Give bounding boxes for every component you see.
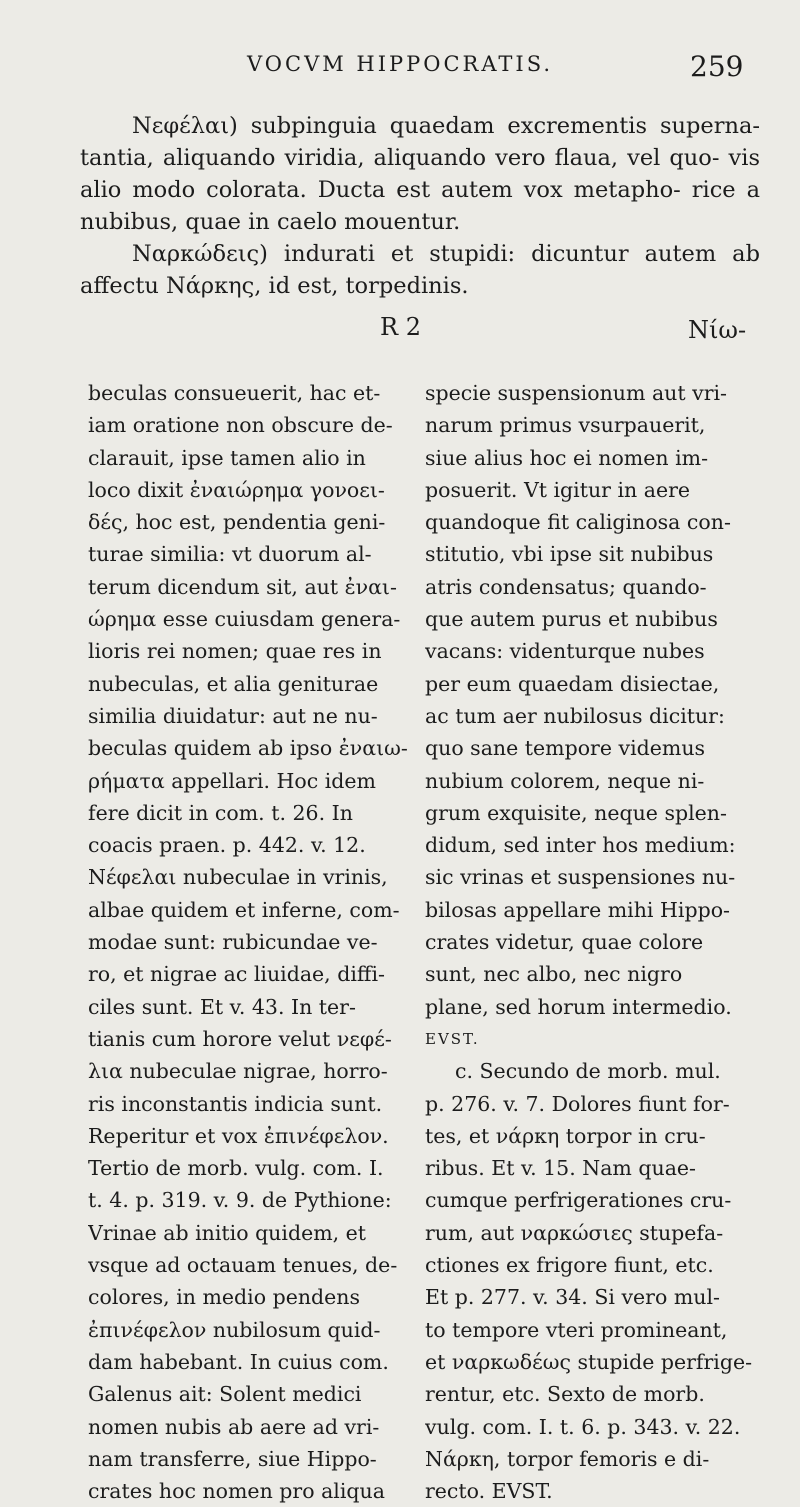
entry-narkodeis: Ναρκώδεις) indurati et stupidi: dicuntur autem ab affectu Νάρκης, id est, torpedinis. — [80, 241, 760, 299]
signature-mark: R 2 — [380, 313, 421, 341]
text-line: ciles sunt. Et v. 43. In ter- — [88, 994, 356, 1019]
text-line: lioris rei nomen; quae res in — [88, 639, 382, 664]
text-line: albae quidem et inferne, com- — [88, 897, 400, 922]
text-line: Reperitur et vox ἐπινέφελον. — [88, 1123, 389, 1148]
text-line: rum, aut ναρκώσιες stupefa- — [425, 1220, 724, 1245]
text-line: fere dicit in com. t. 26. In — [88, 800, 353, 825]
text-line: ρήματα appellari. Hoc idem — [88, 768, 376, 793]
text-line: vacans: videnturque nubes — [425, 639, 705, 664]
text-line: clarauit, ipse tamen alio in — [88, 445, 366, 470]
text-line: turae similia: vt duorum al- — [88, 542, 372, 567]
page-number: 259 — [690, 50, 744, 83]
text-line: didum, sed inter hos medium: — [425, 833, 736, 858]
text-line: plane, sed horum intermedio. — [425, 994, 732, 1019]
text-line: cumque perfrigerationes cru- — [425, 1188, 732, 1213]
text-line: to tempore vteri promineant, — [425, 1317, 728, 1342]
text-line: ώρημα esse cuiusdam genera- — [88, 607, 401, 632]
text-line: iam oratione non obscure de- — [88, 413, 393, 438]
text-line: quandoque fit caliginosa con- — [425, 510, 731, 535]
text-line: atris condensatus; quando- — [425, 574, 707, 599]
text-line: crates videtur, quae colore — [425, 930, 704, 955]
catchword: Νίω- — [688, 316, 747, 344]
text-line: siue alius hoc ei nomen im- — [425, 445, 709, 470]
upper-entries — [80, 110, 760, 302]
text-line: ac tum aer nubilosus dicitur: — [425, 703, 725, 728]
running-head: VOCVM HIPPOCRATIS. — [246, 52, 554, 76]
text-line: recto. EVST. — [425, 1479, 553, 1504]
text-line: ἐπινέφελον nubilosum quid- — [88, 1317, 381, 1342]
text-line: t. 4. p. 319. v. 9. de Pythione: — [88, 1188, 392, 1213]
entry-nephelai: Νεφέλαι) subpinguia quaedam excrementis superna- tantia, aliquando viridia, aliquando vero flaua, vel quo- vis alio modo colorata. Ducta est autem vox metapho- rice a nubibus, quae in caelo mouentur. — [80, 113, 760, 235]
text-line: specie suspensionum aut vri- — [425, 381, 727, 405]
text-line: posuerit. Vt igitur in aere — [425, 477, 691, 502]
text-line: Νέφελαι nubeculae in vrinis, — [88, 865, 388, 890]
text-line: δές, hoc est, pendentia geni- — [88, 510, 386, 535]
text-line: grum exquisite, neque splen- — [425, 800, 727, 825]
text-line: nam transferre, siue Hippo- — [88, 1446, 377, 1471]
text-line: narum primus vsurpauerit, — [425, 413, 706, 438]
text-line: ris inconstantis indicia sunt. — [88, 1091, 383, 1116]
text-line: Tertio de morb. vulg. com. I. — [88, 1156, 384, 1181]
author-mark: EVST. — [425, 1029, 480, 1048]
text-line: nubeculas, et alia geniturae — [88, 671, 379, 696]
text-line: nubium colorem, neque ni- — [425, 768, 705, 793]
text-line: terum dicendum sit, aut ἐναι- — [88, 574, 397, 599]
text-line: tes, et νάρκη torpor in cru- — [425, 1123, 706, 1148]
text-line: et ναρκωδέως stupide perfrige- — [425, 1349, 753, 1374]
text-line: stitutio, vbi ipse sit nubibus — [425, 542, 714, 567]
text-line: p. 276. v. 7. Dolores fiunt for- — [425, 1091, 730, 1116]
text-line: c. Secundo de morb. mul. — [455, 1059, 721, 1084]
text-line: sic vrinas et suspensiones nu- — [425, 865, 736, 890]
right-column — [425, 377, 765, 1507]
text-line: ribus. Et v. 15. Nam quae- — [425, 1156, 696, 1181]
text-line: λια nubeculae nigrae, horro- — [88, 1059, 388, 1084]
text-line: colores, in medio pendens — [88, 1285, 361, 1310]
text-line: beculas quidem ab ipso ἐναιω- — [88, 736, 408, 761]
text-line: modae sunt: rubicundae ve- — [88, 930, 378, 955]
text-line: sunt, nec albo, nec nigro — [425, 962, 683, 987]
text-line: ctiones ex frigore fiunt, etc. — [425, 1253, 714, 1278]
text-line: dam habebant. In cuius com. — [88, 1349, 389, 1374]
text-line: coacis praen. p. 442. v. 12. — [88, 833, 366, 858]
text-line: per eum quaedam disiectae, — [425, 671, 720, 696]
text-line: loco dixit ἐναιώρημα γονοει- — [88, 477, 385, 502]
text-line: vsque ad octauam tenues, de- — [88, 1253, 398, 1278]
text-line: rentur, etc. Sexto de morb. — [425, 1382, 705, 1407]
text-line: Vrinae ab initio quidem, et — [88, 1220, 367, 1245]
left-column — [88, 377, 418, 1507]
text-line: ro, et nigrae ac liuidae, diffi- — [88, 962, 385, 987]
text-line: bilosas appellare mihi Hippo- — [425, 897, 730, 922]
text-line: vulg. com. I. t. 6. p. 343. v. 22. — [425, 1414, 741, 1439]
text-line: Galenus ait: Solent medici — [88, 1382, 362, 1407]
text-line: que autem purus et nubibus — [425, 607, 718, 632]
text-line: quo sane tempore videmus — [425, 736, 706, 761]
text-line: nomen nubis ab aere ad vri- — [88, 1414, 380, 1439]
text-line: crates hoc nomen pro aliqua — [88, 1479, 385, 1504]
text-line: similia diuidatur: aut ne nu- — [88, 703, 378, 728]
text-line: beculas consueuerit, hac et- — [88, 381, 381, 405]
text-line: tianis cum horore velut νεφέ- — [88, 1026, 392, 1051]
text-line: Νάρκη, torpor femoris e di- — [425, 1446, 710, 1471]
text-line: Et p. 277. v. 34. Si vero mul- — [425, 1285, 720, 1310]
